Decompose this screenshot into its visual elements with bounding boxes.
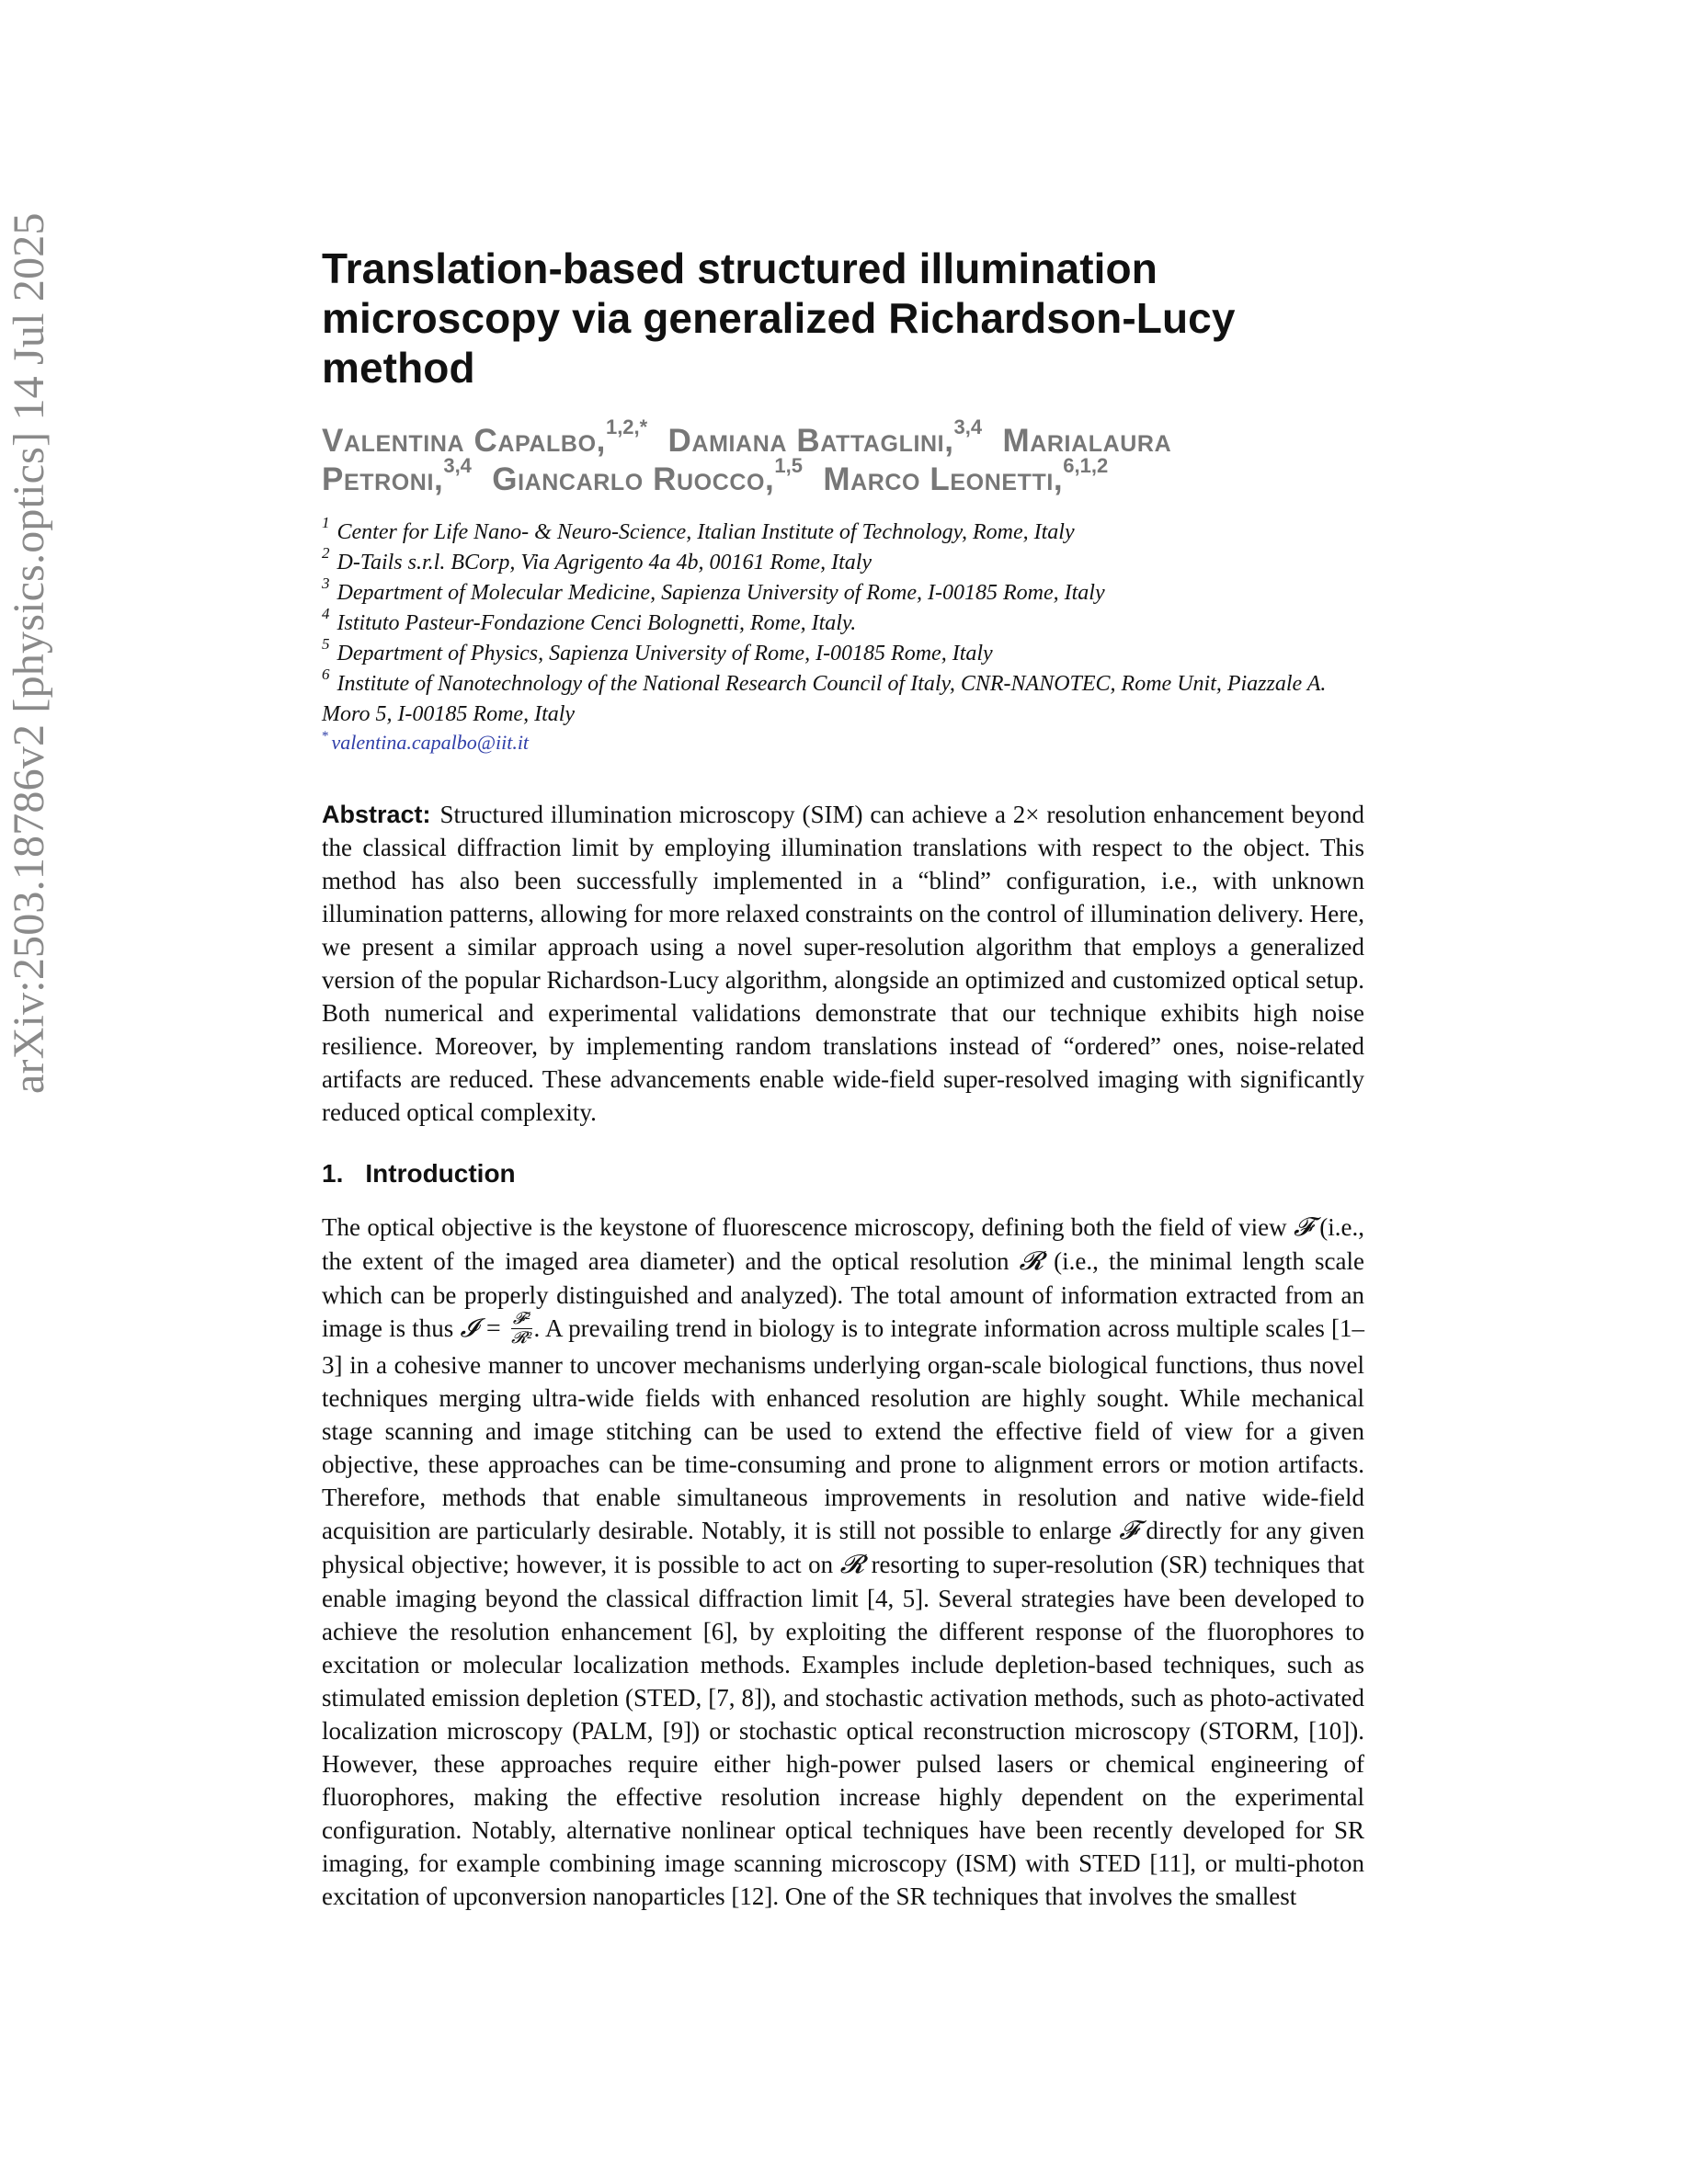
intro-text-part: resorting to super-resolution (SR) techniques that enable imaging beyond the classical diffraction limit [4, 5]. Several strategies have been developed to achieve the resolution enhancement [6], by exploiting the different response of the fluorophores to excitation or molecular localization methods. Examples include depletion-based techniques, such as stimulated emission depletion (STED, [7, 8]), and stochastic activation methods, such as photo-activated localization microscopy (PALM, [9]) or stochastic optical reconstruction microscopy (STORM, [10]). However, these approaches require either high-power pulsed lasers or chemical engineering of fluorophores, making the effective resolution increase highly dependent on the experimental configuration. Notably, alternative nonlinear optical techniques have been recently developed for SR imaging, for example combining image scanning microscopy (ISM) with STED [11], or multi-photon excitation of upconversion nanoparticles [12]. One of the SR techniques that involves the smallest bbox=[322, 1550, 1364, 1910]
arxiv-side-stamp: arXiv:2503.18786v2 [physics.optics] 14 Jul 2025 bbox=[5, 212, 53, 1094]
section-heading bbox=[322, 1158, 1364, 1189]
affiliation-text: Center for Life Nano- & Neuro-Science, Italian Institute of Technology, Rome, Italy bbox=[336, 520, 1075, 544]
paper-title: Translation-based structured illumination microscopy via generalized Richardson-Lucy method bbox=[322, 245, 1236, 392]
affiliation-number: 5 bbox=[322, 635, 330, 653]
author-name: Valentina Capalbo, bbox=[322, 423, 606, 459]
affiliation-1 bbox=[322, 514, 1364, 548]
author-affiliation-marker: 3,4 bbox=[443, 454, 472, 478]
intro-text-part: . A prevailing trend in biology is to integrate information across multiple scales [1–3] in a cohesive manner to uncover mechanisms underlying organ-scale biological functions, thus novel techniques merging ultra-wide fields with enhanced resolution are highly sought. While mechanical stage scanning and image stitching can be used to extend the effective field of view for a given objective, these approaches can be time-consuming and prone to alignment errors or motion artifacts. Therefore, methods that enable simultaneous improvements in resolution and native wide-field acquisition are particularly desirable. Notably, it is still not possible to enlarge bbox=[322, 1314, 1364, 1544]
email-link[interactable]: valentina.capalbo@iit.it bbox=[331, 731, 530, 754]
intro-text-part: The optical objective is the keystone of fluorescence microscopy, defining both the field of view bbox=[322, 1213, 1295, 1242]
information-fraction bbox=[511, 1311, 532, 1345]
author-affiliation-marker: 1,2,* bbox=[605, 415, 648, 439]
affiliation-5 bbox=[322, 635, 1364, 669]
author-giancarlo-ruocco bbox=[492, 454, 803, 499]
author-name: Giancarlo Ruocco, bbox=[492, 461, 775, 497]
affiliation-3 bbox=[322, 574, 1364, 609]
field-of-view-symbol: 𝓕 bbox=[1294, 1213, 1313, 1243]
author-damiana-battaglini bbox=[667, 415, 983, 461]
intro-text-part: directly for any given physical objective; however, it is possible to act on bbox=[322, 1516, 1364, 1578]
affiliation-text: Department of Physics, Sapienza University of Rome, I-00185 Rome, Italy bbox=[336, 642, 993, 665]
author-line-2 bbox=[322, 454, 1364, 499]
author-affiliation-marker: 6,1,2 bbox=[1063, 454, 1109, 478]
affiliation-4 bbox=[322, 605, 1364, 639]
resolution-symbol: 𝓡 bbox=[1019, 1247, 1044, 1277]
affiliation-2 bbox=[322, 544, 1364, 578]
resolution-symbol: 𝓡 bbox=[839, 1550, 865, 1579]
affiliation-number: 1 bbox=[322, 514, 330, 531]
email-marker: * bbox=[322, 728, 329, 744]
section-title: Introduction bbox=[365, 1159, 516, 1188]
affiliation-number: 6 bbox=[322, 665, 330, 683]
author-affiliation-marker: 3,4 bbox=[953, 415, 983, 439]
affiliations-list bbox=[322, 514, 1364, 756]
information-symbol: 𝓘 = bbox=[460, 1314, 509, 1344]
author-name: Marialaura bbox=[1002, 423, 1172, 459]
author-line-1 bbox=[322, 415, 1364, 461]
abstract-label: Abstract: bbox=[322, 801, 431, 828]
author-list bbox=[322, 415, 1364, 499]
author-valentina-capalbo bbox=[322, 415, 648, 461]
corresponding-email bbox=[322, 730, 1364, 756]
author-name: Marco Leonetti, bbox=[823, 461, 1064, 497]
author-marialaura-petroni-last-name bbox=[322, 454, 472, 499]
author-marco-leonetti bbox=[823, 454, 1109, 499]
intro-text-part: (i.e., the extent of the imaged area diameter) and the optical resolution bbox=[322, 1213, 1364, 1276]
field-of-view-symbol: 𝓕 bbox=[1119, 1516, 1139, 1545]
intro-text-part: (i.e., the minimal length scale which can be properly distinguished and analyzed). The total amount of information extracted from an image is thus bbox=[322, 1247, 1364, 1343]
affiliation-text: D-Tails s.r.l. BCorp, Via Agrigento 4a 4b, 00161 Rome, Italy bbox=[336, 551, 873, 574]
introduction-paragraph bbox=[322, 1211, 1364, 1912]
abstract-section bbox=[322, 798, 1364, 1129]
affiliation-number: 3 bbox=[322, 574, 330, 592]
author-name: Damiana Battaglini, bbox=[667, 423, 954, 459]
affiliation-text: Institute of Nanotechnology of the National Research Council of Italy, CNR-NANOTEC, Rome Unit, Piazzale A. Moro 5, I-00185 Rome, Italy bbox=[322, 672, 1327, 726]
affiliation-number: 2 bbox=[322, 544, 330, 562]
fraction-numerator: 𝓕² bbox=[512, 1309, 530, 1328]
author-affiliation-marker: 1,5 bbox=[774, 454, 803, 478]
affiliation-number: 4 bbox=[322, 605, 330, 622]
introduction-body bbox=[322, 1211, 1364, 1912]
author-name: Petroni, bbox=[322, 461, 444, 497]
affiliation-text: Istituto Pasteur-Fondazione Cenci Bolognetti, Rome, Italy. bbox=[336, 611, 857, 635]
affiliation-6 bbox=[322, 665, 1364, 730]
affiliation-text: Department of Molecular Medicine, Sapienza University of Rome, I-00185 Rome, Italy bbox=[336, 581, 1105, 605]
abstract-text: Structured illumination microscopy (SIM) can achieve a 2× resolution enhancement beyond the classical diffraction limit by employing illumination translations with respect to the object. This method has also been successfully implemented in a “blind” configuration, i.e., with unknown illumination patterns, allowing for more relaxed constraints on the control of illumination delivery. Here, we present a similar approach using a novel super-resolution algorithm that employs a generalized version of the popular Richardson-Lucy algorithm, alongside an optimized and customized optical setup. Both numerical and experimental validations demonstrate that our technique exhibits high noise resilience. Moreover, by implementing random translations instead of “ordered” ones, noise-related artifacts are reduced. These advancements enable wide-field super-resolved imaging with significantly reduced optical complexity. bbox=[322, 801, 1364, 1126]
section-number: 1. bbox=[322, 1159, 344, 1188]
fraction-denominator: 𝓡² bbox=[511, 1327, 532, 1347]
paper-page bbox=[322, 244, 1364, 1913]
